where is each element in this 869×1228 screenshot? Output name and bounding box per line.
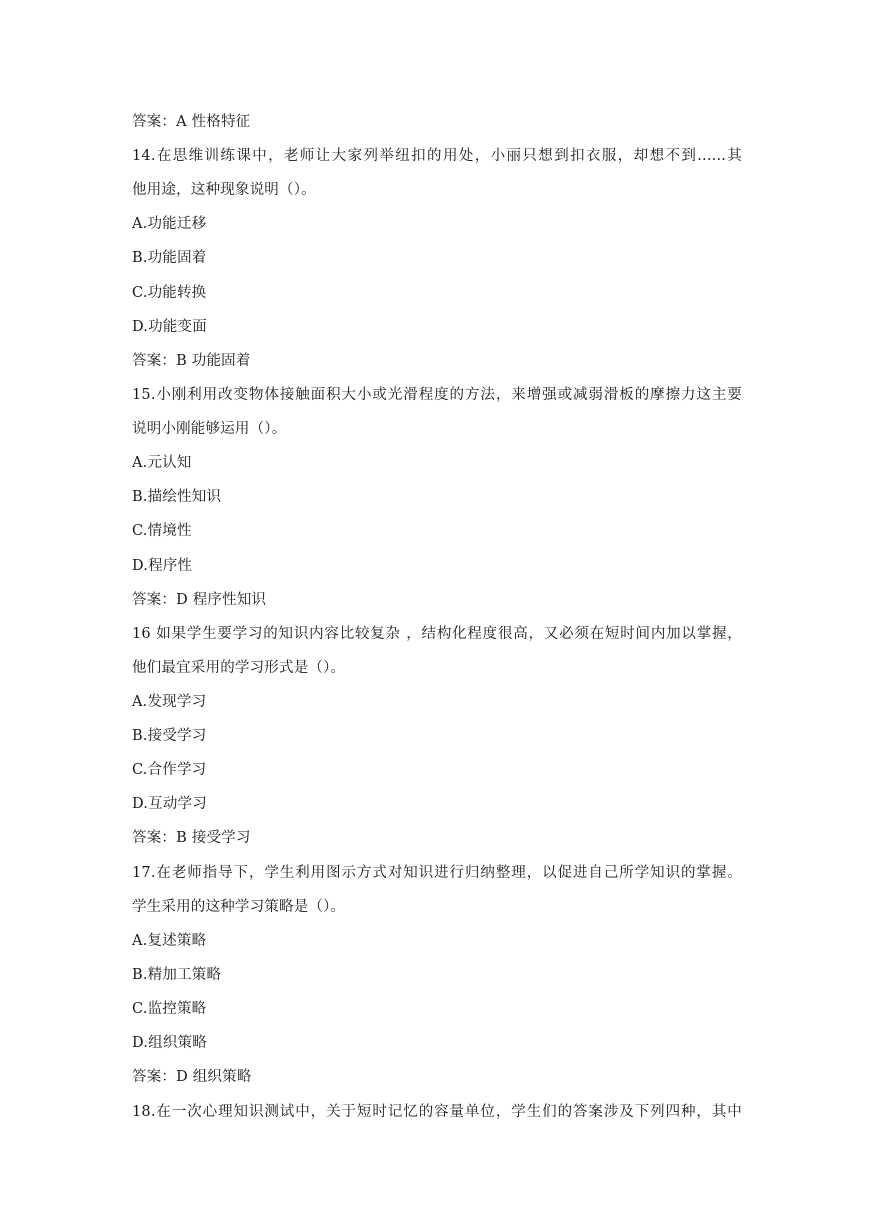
question-17-line-2: 学生采用的这种学习策略是（）。 xyxy=(132,899,346,915)
question-15-option-c: C.情境性 xyxy=(132,523,192,539)
question-14-option-b: B.功能固着 xyxy=(132,250,207,266)
question-17-line-1: 17.在老师指导下，学生利用图示方式对知识进行归纳整理，以促进自己所学知识的掌握。 xyxy=(132,865,742,881)
question-16-option-d: D.互动学习 xyxy=(132,796,207,812)
question-16-option-a: A.发现学习 xyxy=(132,694,207,710)
question-14-answer: 答案：B 功能固着 xyxy=(132,353,251,369)
question-14-option-c: C.功能转换 xyxy=(132,285,207,301)
question-15-line-1: 15.小刚利用改变物体接触面积大小或光滑程度的方法，来增强或减弱滑板的摩擦力这主要 xyxy=(132,387,742,403)
question-16-line-1: 16 如果学生要学习的知识内容比较复杂 ，结构化程度很高，又必须在短时间内加以掌握， xyxy=(132,626,742,642)
question-16-option-c: C.合作学习 xyxy=(132,762,207,778)
question-15-answer: 答案：D 程序性知识 xyxy=(132,592,267,608)
question-16-option-b: B.接受学习 xyxy=(132,728,207,744)
question-17-option-d: D.组织策略 xyxy=(132,1035,207,1051)
answer-13: 答案：A 性格特征 xyxy=(132,114,251,130)
question-18-line-1: 18.在一次心理知识测试中，关于短时记忆的容量单位，学生们的答案涉及下列四种，其中 xyxy=(132,1104,742,1120)
question-17-option-a: A.复述策略 xyxy=(132,933,207,949)
question-15-option-b: B.描绘性知识 xyxy=(132,489,222,505)
question-15-option-a: A.元认知 xyxy=(132,455,192,471)
question-14-line-1: 14.在思维训练课中，老师让大家列举纽扣的用处，小丽只想到扣衣服，却想不到......其 xyxy=(132,148,742,164)
question-17-answer: 答案：D 组织策略 xyxy=(132,1069,252,1085)
question-16-line-2: 他们最宜采用的学习形式是（）。 xyxy=(132,660,346,676)
question-17-option-c: C.监控策略 xyxy=(132,1001,207,1017)
question-14-option-a: A.功能迁移 xyxy=(132,216,207,232)
question-15-line-2: 说明小刚能够运用（）。 xyxy=(132,421,287,437)
question-16-answer: 答案：B 接受学习 xyxy=(132,830,251,846)
question-14-line-2: 他用途，这种现象说明（）。 xyxy=(132,182,316,198)
question-14-option-d: D.功能变面 xyxy=(132,319,207,335)
question-15-option-d: D.程序性 xyxy=(132,558,193,574)
question-17-option-b: B.精加工策略 xyxy=(132,967,222,983)
